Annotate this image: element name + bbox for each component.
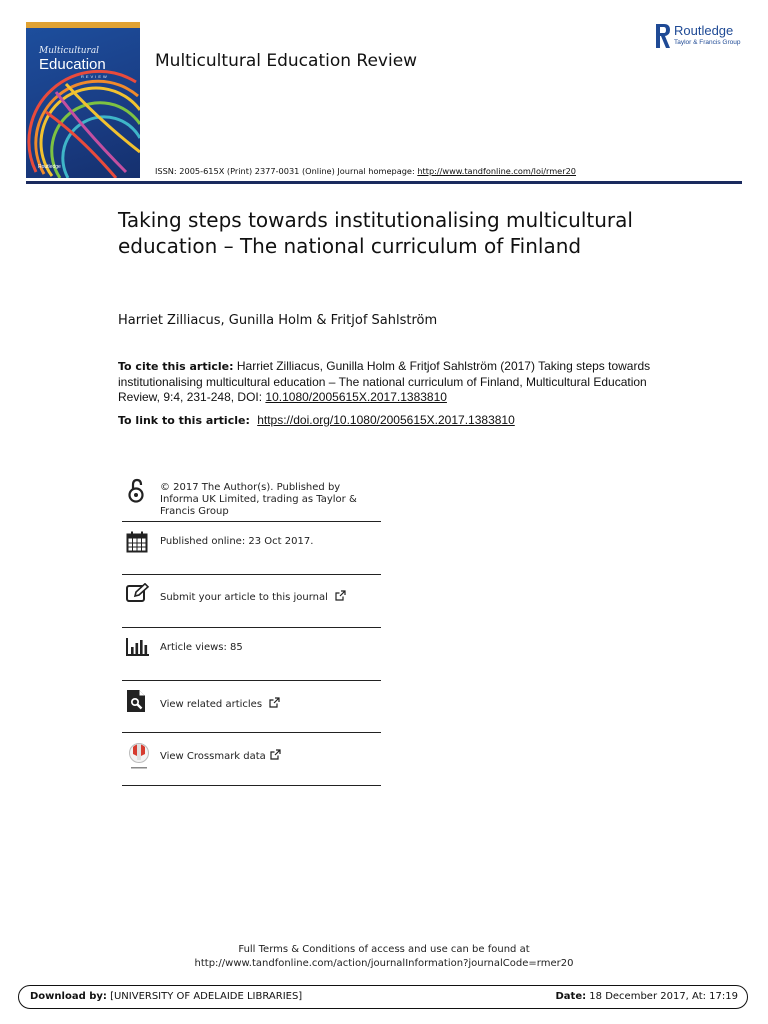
crossmark-label: View Crossmark data [160, 751, 266, 762]
terms-line1: Full Terms & Conditions of access and use can be found at [238, 944, 530, 955]
list-item-license [122, 474, 381, 522]
open-access-icon [126, 477, 146, 505]
published-date: Published online: 23 Oct 2017. [160, 536, 314, 547]
external-link-icon [335, 590, 346, 601]
issn-line [155, 166, 576, 176]
crossmark-icon [126, 742, 152, 770]
edit-icon [126, 583, 150, 603]
submit-article-link[interactable] [160, 590, 346, 604]
external-link-icon [269, 697, 280, 708]
download-info-bar [18, 985, 748, 1009]
cite-doi-link[interactable]: 10.1080/2005615X.2017.1383810 [265, 390, 447, 404]
cover-title-line3: REVIEW [81, 74, 109, 79]
download-by [30, 991, 302, 1002]
crossmark-link[interactable] [160, 749, 281, 763]
link-label: To link to this article: [118, 414, 250, 427]
cover-title-line1: Multicultural [39, 46, 100, 56]
article-info-list [122, 474, 381, 786]
related-articles-label: View related articles [160, 699, 263, 710]
article-views: Article views: 85 [160, 642, 243, 653]
date-value: 18 December 2017, At: 17:19 [589, 991, 738, 1002]
article-doi-link[interactable]: https://doi.org/10.1080/2005615X.2017.1383810 [257, 413, 515, 427]
article-link-line [118, 413, 515, 427]
header-divider [26, 181, 742, 184]
article-authors: Harriet Zilliacus, Gunilla Holm & Fritjof Sahlström [118, 313, 438, 328]
terms-url[interactable]: http://www.tandfonline.com/action/journalInformation?journalCode=rmer20 [194, 958, 574, 969]
date-label: Date: [555, 991, 587, 1002]
cover-publisher-mark: Routledge [38, 164, 61, 170]
list-item-submit[interactable] [122, 575, 381, 628]
list-item-crossmark[interactable] [122, 733, 381, 786]
external-link-icon [270, 749, 281, 760]
search-document-icon [126, 689, 148, 713]
related-articles-link[interactable] [160, 697, 280, 711]
journal-homepage-link[interactable]: http://www.tandfonline.com/loi/rmer20 [417, 166, 577, 176]
license-text: © 2017 The Author(s). Published by Informa UK Limited, trading as Taylor & Francis Group [160, 482, 357, 517]
download-value: [UNIVERSITY OF ADELAIDE LIBRARIES] [110, 991, 303, 1002]
submit-article-label: Submit your article to this journal [160, 592, 328, 603]
terms-notice [0, 943, 768, 971]
publisher-name: Routledge [674, 23, 734, 38]
publisher-tagline: Taylor & Francis Group [674, 39, 741, 46]
issn-text: ISSN: 2005-615X (Print) 2377-0031 (Online) Journal homepage: [155, 166, 415, 176]
article-title: Taking steps towards institutionalising multicultural education – The national curriculum of Finland [118, 208, 633, 258]
publisher-logo[interactable] [654, 22, 754, 50]
cover-title-line2: Education [39, 56, 106, 73]
list-item-related[interactable] [122, 681, 381, 733]
routledge-r-icon [654, 22, 672, 50]
cite-text: Harriet Zilliacus, Gunilla Holm & Fritjof Sahlström (2017) Taking steps towards institutionalising multicultural education – The national curriculum of Finland, Multicultural Education Review, 9:4, 231-248, DOI: [118, 359, 651, 404]
list-item-published [122, 522, 381, 575]
journal-title[interactable]: Multicultural Education Review [155, 51, 418, 71]
download-date [555, 991, 738, 1002]
list-item-views [122, 628, 381, 681]
bar-chart-icon [126, 637, 150, 657]
citation-block [118, 359, 658, 406]
journal-cover-image [26, 22, 140, 178]
cite-label: To cite this article: [118, 360, 234, 373]
download-label: Download by: [30, 991, 107, 1002]
calendar-icon [126, 531, 148, 553]
